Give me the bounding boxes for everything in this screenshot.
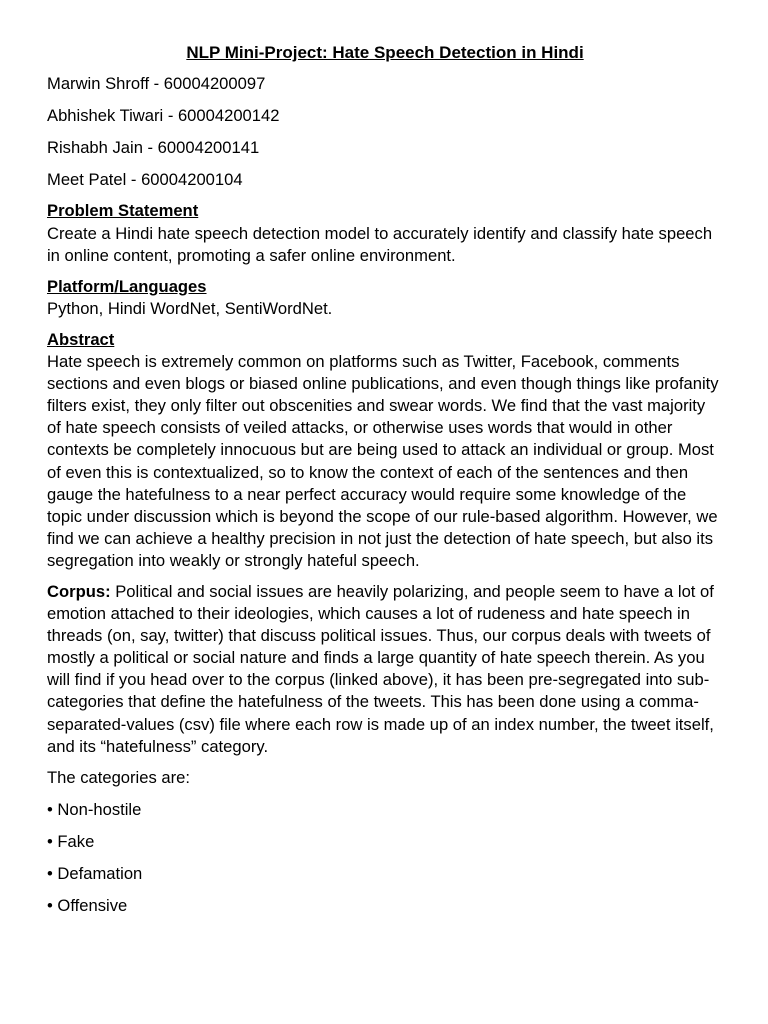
author-line: Meet Patel - 60004200104	[47, 170, 243, 190]
abstract-heading: Abstract	[47, 329, 115, 349]
corpus-text: Political and social issues are heavily polarizing, and people seem to have a lot of emotion attached to their ideologies, which causes a lot of rudeness and hate speech in threads (on, say, twitter) that discuss political issues. Thus, our corpus deals with tweets of mostly a political or social nature and finds a large quantity of hate speech therein. As you will find if you head over to the corpus (linked above), it has been pre-segregated into sub-categories that define the hatefulness of the tweets. This has been done using a comma-separated-values (csv) file where each row is made up of an index number, the tweet itself, and its “hatefulness” category.	[47, 581, 714, 756]
problem-statement-text: Create a Hindi hate speech detection model to accurately identify and classify hate speech in online content, promoting a safer online environment.	[47, 223, 713, 265]
author-line: Marwin Shroff - 60004200097	[47, 74, 266, 94]
platform-heading: Platform/Languages	[47, 276, 207, 296]
category-item: • Offensive	[47, 896, 128, 916]
category-item: • Non-hostile	[47, 799, 142, 819]
corpus-label: Corpus:	[47, 581, 111, 601]
document-title: NLP Mini-Project: Hate Speech Detection in Hindi	[186, 43, 584, 62]
corpus-paragraph	[47, 581, 723, 758]
author-line: Abhishek Tiwari - 60004200142	[47, 106, 280, 126]
category-item: • Fake	[47, 831, 95, 851]
platform-text: Python, Hindi WordNet, SentiWordNet.	[47, 298, 333, 318]
problem-statement-heading: Problem Statement	[47, 201, 199, 221]
author-line: Rishabh Jain - 60004200141	[47, 138, 260, 158]
document-page	[47, 42, 723, 927]
category-item: • Defamation	[47, 864, 143, 883]
categories-intro: The categories are:	[47, 767, 190, 787]
abstract-text: Hate speech is extremely common on platforms such as Twitter, Facebook, comments sections and even blogs or biased online publications, and even though things like profanity filters exist, they only filter out obscenities and swear words. We find that the vast majority of hate speech consists of veiled attacks, or otherwise uses words that would in other contexts be completely innocuous but are being used to attack an individual or group. Most of even this is contextualized, so to know the context of each of the sentences and then gauge the hatefulness to a near perfect accuracy would require some knowledge of the topic under discussion which is beyond the scope of our rule-based algorithm. However, we find we can achieve a healthy precision in not just the detection of hate speech, but also its segregation into weakly or strongly hateful speech.	[47, 352, 719, 570]
